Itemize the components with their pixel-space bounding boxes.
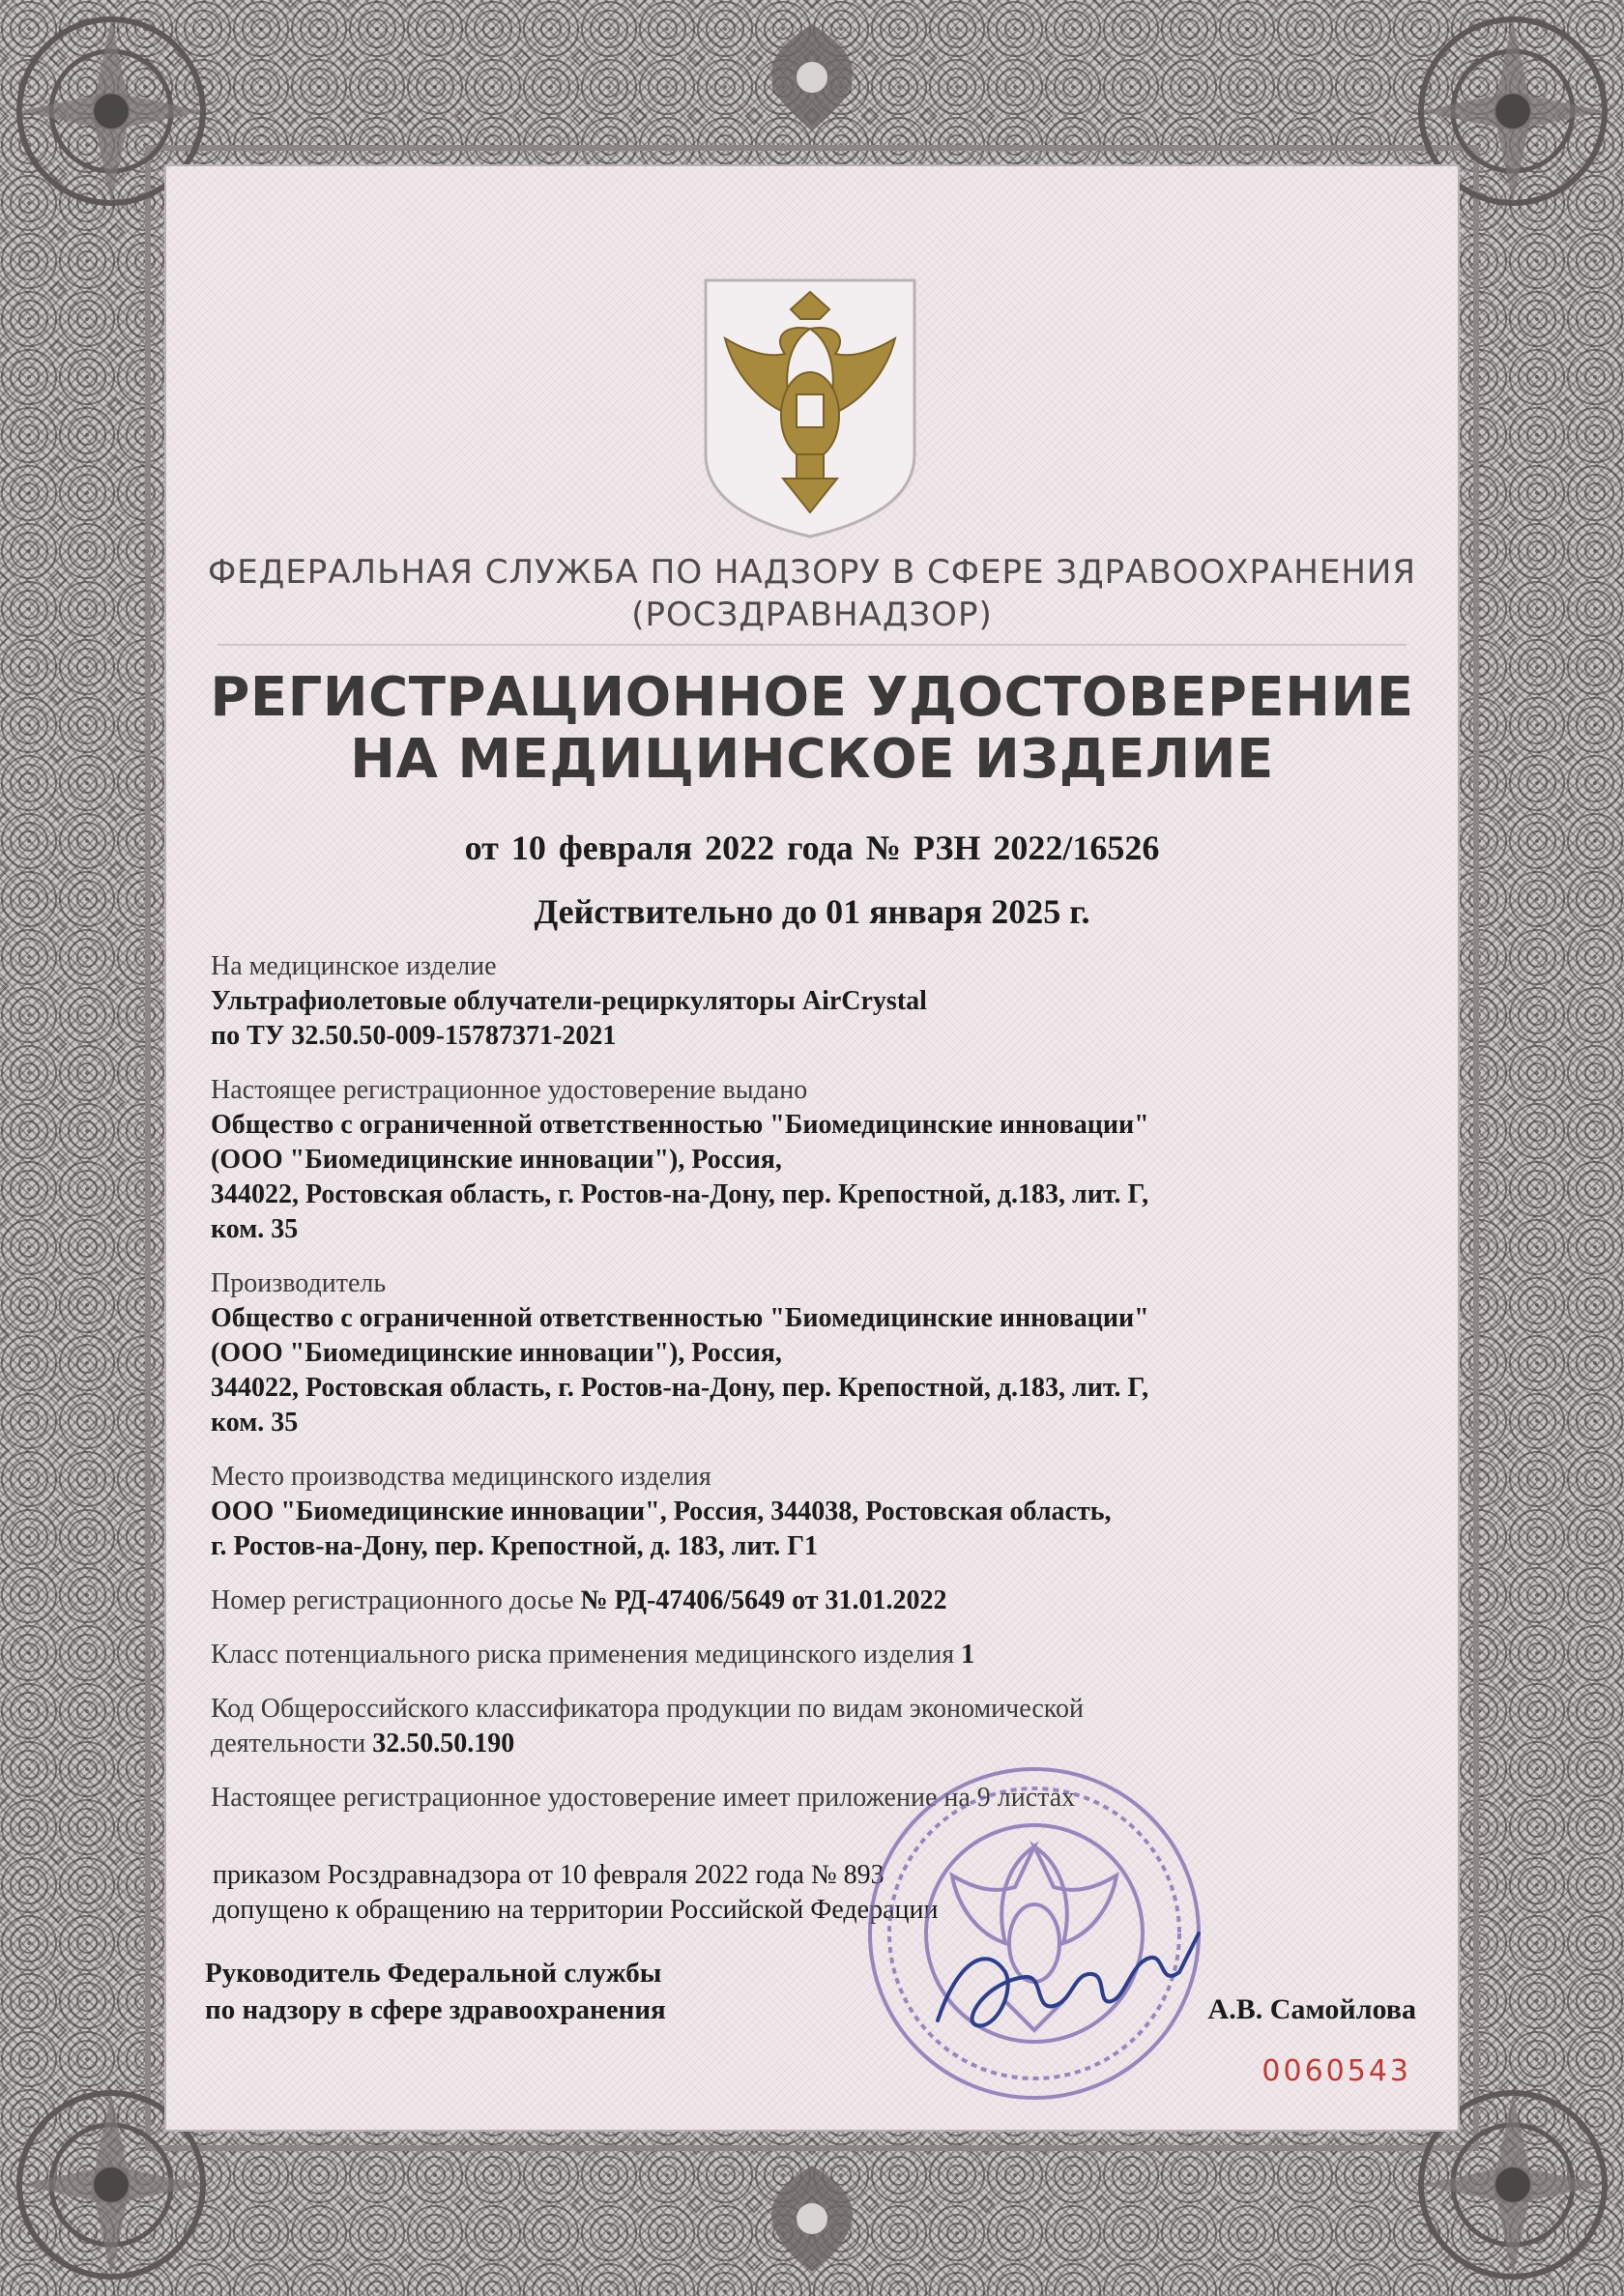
okpd-value: 32.50.50.190 (372, 1729, 515, 1758)
issued-to-section (211, 1073, 1409, 1247)
agency-short-name: (РОСЗДРАВНАДЗОР) (631, 596, 993, 634)
top-ornament-icon (735, 19, 889, 135)
dossier-value: № РД-47406/5649 от 31.01.2022 (580, 1585, 947, 1615)
agency-name: ФЕДЕРАЛЬНАЯ СЛУЖБА ПО НАДЗОРУ В СФЕРЕ ЗДРАВООХРАНЕНИЯ (208, 553, 1416, 592)
certificate-body (211, 949, 1409, 1816)
from-label: от (464, 828, 499, 867)
okpd-label-cont: деятельности (211, 1729, 366, 1758)
header-divider (218, 644, 1406, 646)
registration-date: 10 февраля 2022 года (510, 828, 854, 867)
serial-number: 0060543 (1262, 2054, 1411, 2088)
issued-to-line: 344022, Ростовская область, г. Ростов-на-Дону, пер. Крепостной, д.183, лит. Г, (211, 1179, 1149, 1209)
signer-title-line-2: по надзору в сфере здравоохранения (205, 1994, 666, 2025)
agency-heading (164, 551, 1460, 636)
manufacturer-line: ком. 35 (211, 1408, 299, 1438)
production-site-label: Место производства медицинского изделия (211, 1462, 711, 1492)
dossier-section (211, 1584, 1409, 1618)
production-site-line: г. Ростов-на-Дону, пер. Крепостной, д. 183, лит. Г1 (211, 1531, 819, 1561)
issued-to-line: Общество с ограниченной ответственностью "Биомедицинские инновации" (211, 1110, 1149, 1140)
issued-to-line: ком. 35 (211, 1214, 299, 1244)
device-label: На медицинское изделие (211, 951, 497, 981)
manufacturer-label: Производитель (211, 1268, 387, 1298)
manufacturer-line: Общество с ограниченной ответственностью "Биомедицинские инновации" (211, 1303, 1149, 1333)
issued-to-line: (ООО "Биомедицинские инновации"), Россия, (211, 1145, 782, 1175)
bottom-ornament-icon (735, 2161, 889, 2277)
number-sign: № (865, 828, 901, 867)
title-line-1: РЕГИСТРАЦИОННОЕ УДОСТОВЕРЕНИЕ (210, 666, 1414, 729)
appendix-text: Настоящее регистрационное удостоверение имеет приложение на 9 листах (211, 1783, 1076, 1813)
risk-class-label: Класс потенциального риска применения медицинского изделия (211, 1640, 955, 1670)
manufacturer-section (211, 1266, 1409, 1440)
production-site-line: ООО "Биомедицинские инновации", Россия, 344038, Ростовская область, (211, 1497, 1112, 1526)
production-site-section (211, 1460, 1409, 1564)
dossier-label: Номер регистрационного досье (211, 1585, 574, 1615)
document-title (164, 667, 1460, 791)
okpd-section (211, 1692, 1409, 1761)
okpd-label: Код Общероссийского классификатора продукции по видам экономической (211, 1694, 1084, 1724)
manufacturer-line: (ООО "Биомедицинские инновации"), Россия, (211, 1338, 782, 1368)
device-spec: по ТУ 32.50.50-009-15787371-2021 (211, 1021, 617, 1051)
signer-title (205, 1955, 785, 2028)
device-section (211, 949, 1409, 1054)
approval-line-2: допущено к обращению на территории Российской Федерации (213, 1895, 939, 1925)
risk-class-value: 1 (961, 1640, 975, 1670)
signer-name: А.В. Самойлова (1207, 1993, 1416, 2025)
validity-line: Действительно до 01 января 2025 г. (534, 892, 1090, 931)
risk-class-section (211, 1638, 1409, 1672)
signature-icon (918, 1904, 1208, 2059)
device-name: Ультрафиолетовые облучатели-рециркуляторы AirCrystal (211, 986, 927, 1016)
registration-number: РЗН 2022/16526 (913, 828, 1160, 867)
manufacturer-line: 344022, Ростовская область, г. Ростов-на-Дону, пер. Крепостной, д.183, лит. Г, (211, 1373, 1149, 1403)
signer-title-line-1: Руководитель Федеральной службы (205, 1958, 662, 1989)
coat-of-arms-icon (696, 271, 924, 541)
registration-line (164, 828, 1460, 868)
approval-line-1: приказом Росздравнадзора от 10 февраля 2022 года № 893 (213, 1860, 884, 1890)
issued-to-label: Настоящее регистрационное удостоверение выдано (211, 1075, 808, 1105)
title-line-2: НА МЕДИЦИНСКОЕ ИЗДЕЛИЕ (350, 728, 1274, 791)
certificate-sheet (164, 164, 1460, 2132)
